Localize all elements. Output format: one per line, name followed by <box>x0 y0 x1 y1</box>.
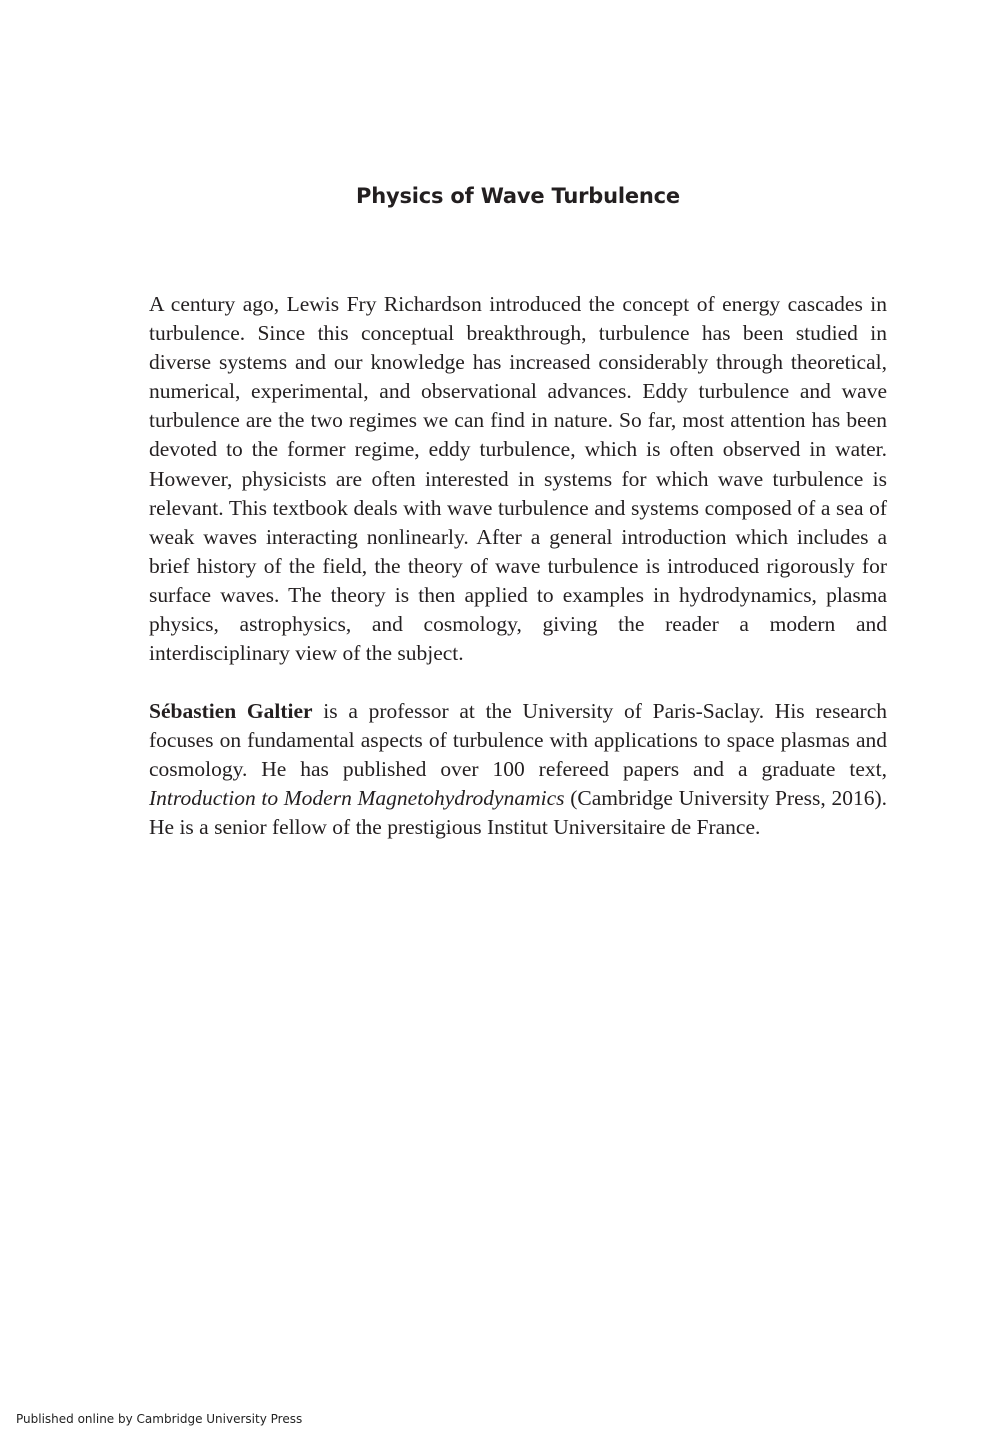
page-title: Physics of Wave Turbulence <box>356 184 680 208</box>
author-bio <box>149 697 887 842</box>
publication-note: Published online by Cambridge University Press <box>16 1412 303 1426</box>
bio-text-part-2: (Cambridge University Press, 2016). He is a senior fellow of the prestigious Institut Universitaire de France. <box>149 786 887 840</box>
book-blurb: A century ago, Lewis Fry Richardson introduced the concept of energy cascades in turbulence. Since this conceptual breakthrough, turbulence has been studied in diverse systems and our knowledge has increased considerably through theoretical, numerical, experimental, and observational advances. Eddy turbulence and wave turbulence are the two regimes we can find in nature. So far, most attention has been devoted to the former regime, eddy turbulence, which is often observed in water. However, physicists are often interested in systems for which wave turbulence is relevant. This textbook deals with wave turbulence and systems composed of a sea of weak waves interacting nonlinearly. After a general introduction which includes a brief history of the field, the theory of wave turbulence is introduced rigorously for surface waves. The theory is then applied to examples in hydrodynamics, plasma physics, astrophysics, and cosmology, giving the reader a modern and interdisciplinary view of the subject. <box>149 292 887 666</box>
book-title-reference: Introduction to Modern Magnetohydrodynamics <box>149 786 565 811</box>
bio-text-part-1: is a professor at the University of Paris-Saclay. His research focuses on fundamental aspects of turbulence with applications to space plasmas and cosmology. He has published over 100 refereed papers and a graduate text, <box>149 699 887 782</box>
author-name: Sébastien Galtier <box>149 699 313 723</box>
